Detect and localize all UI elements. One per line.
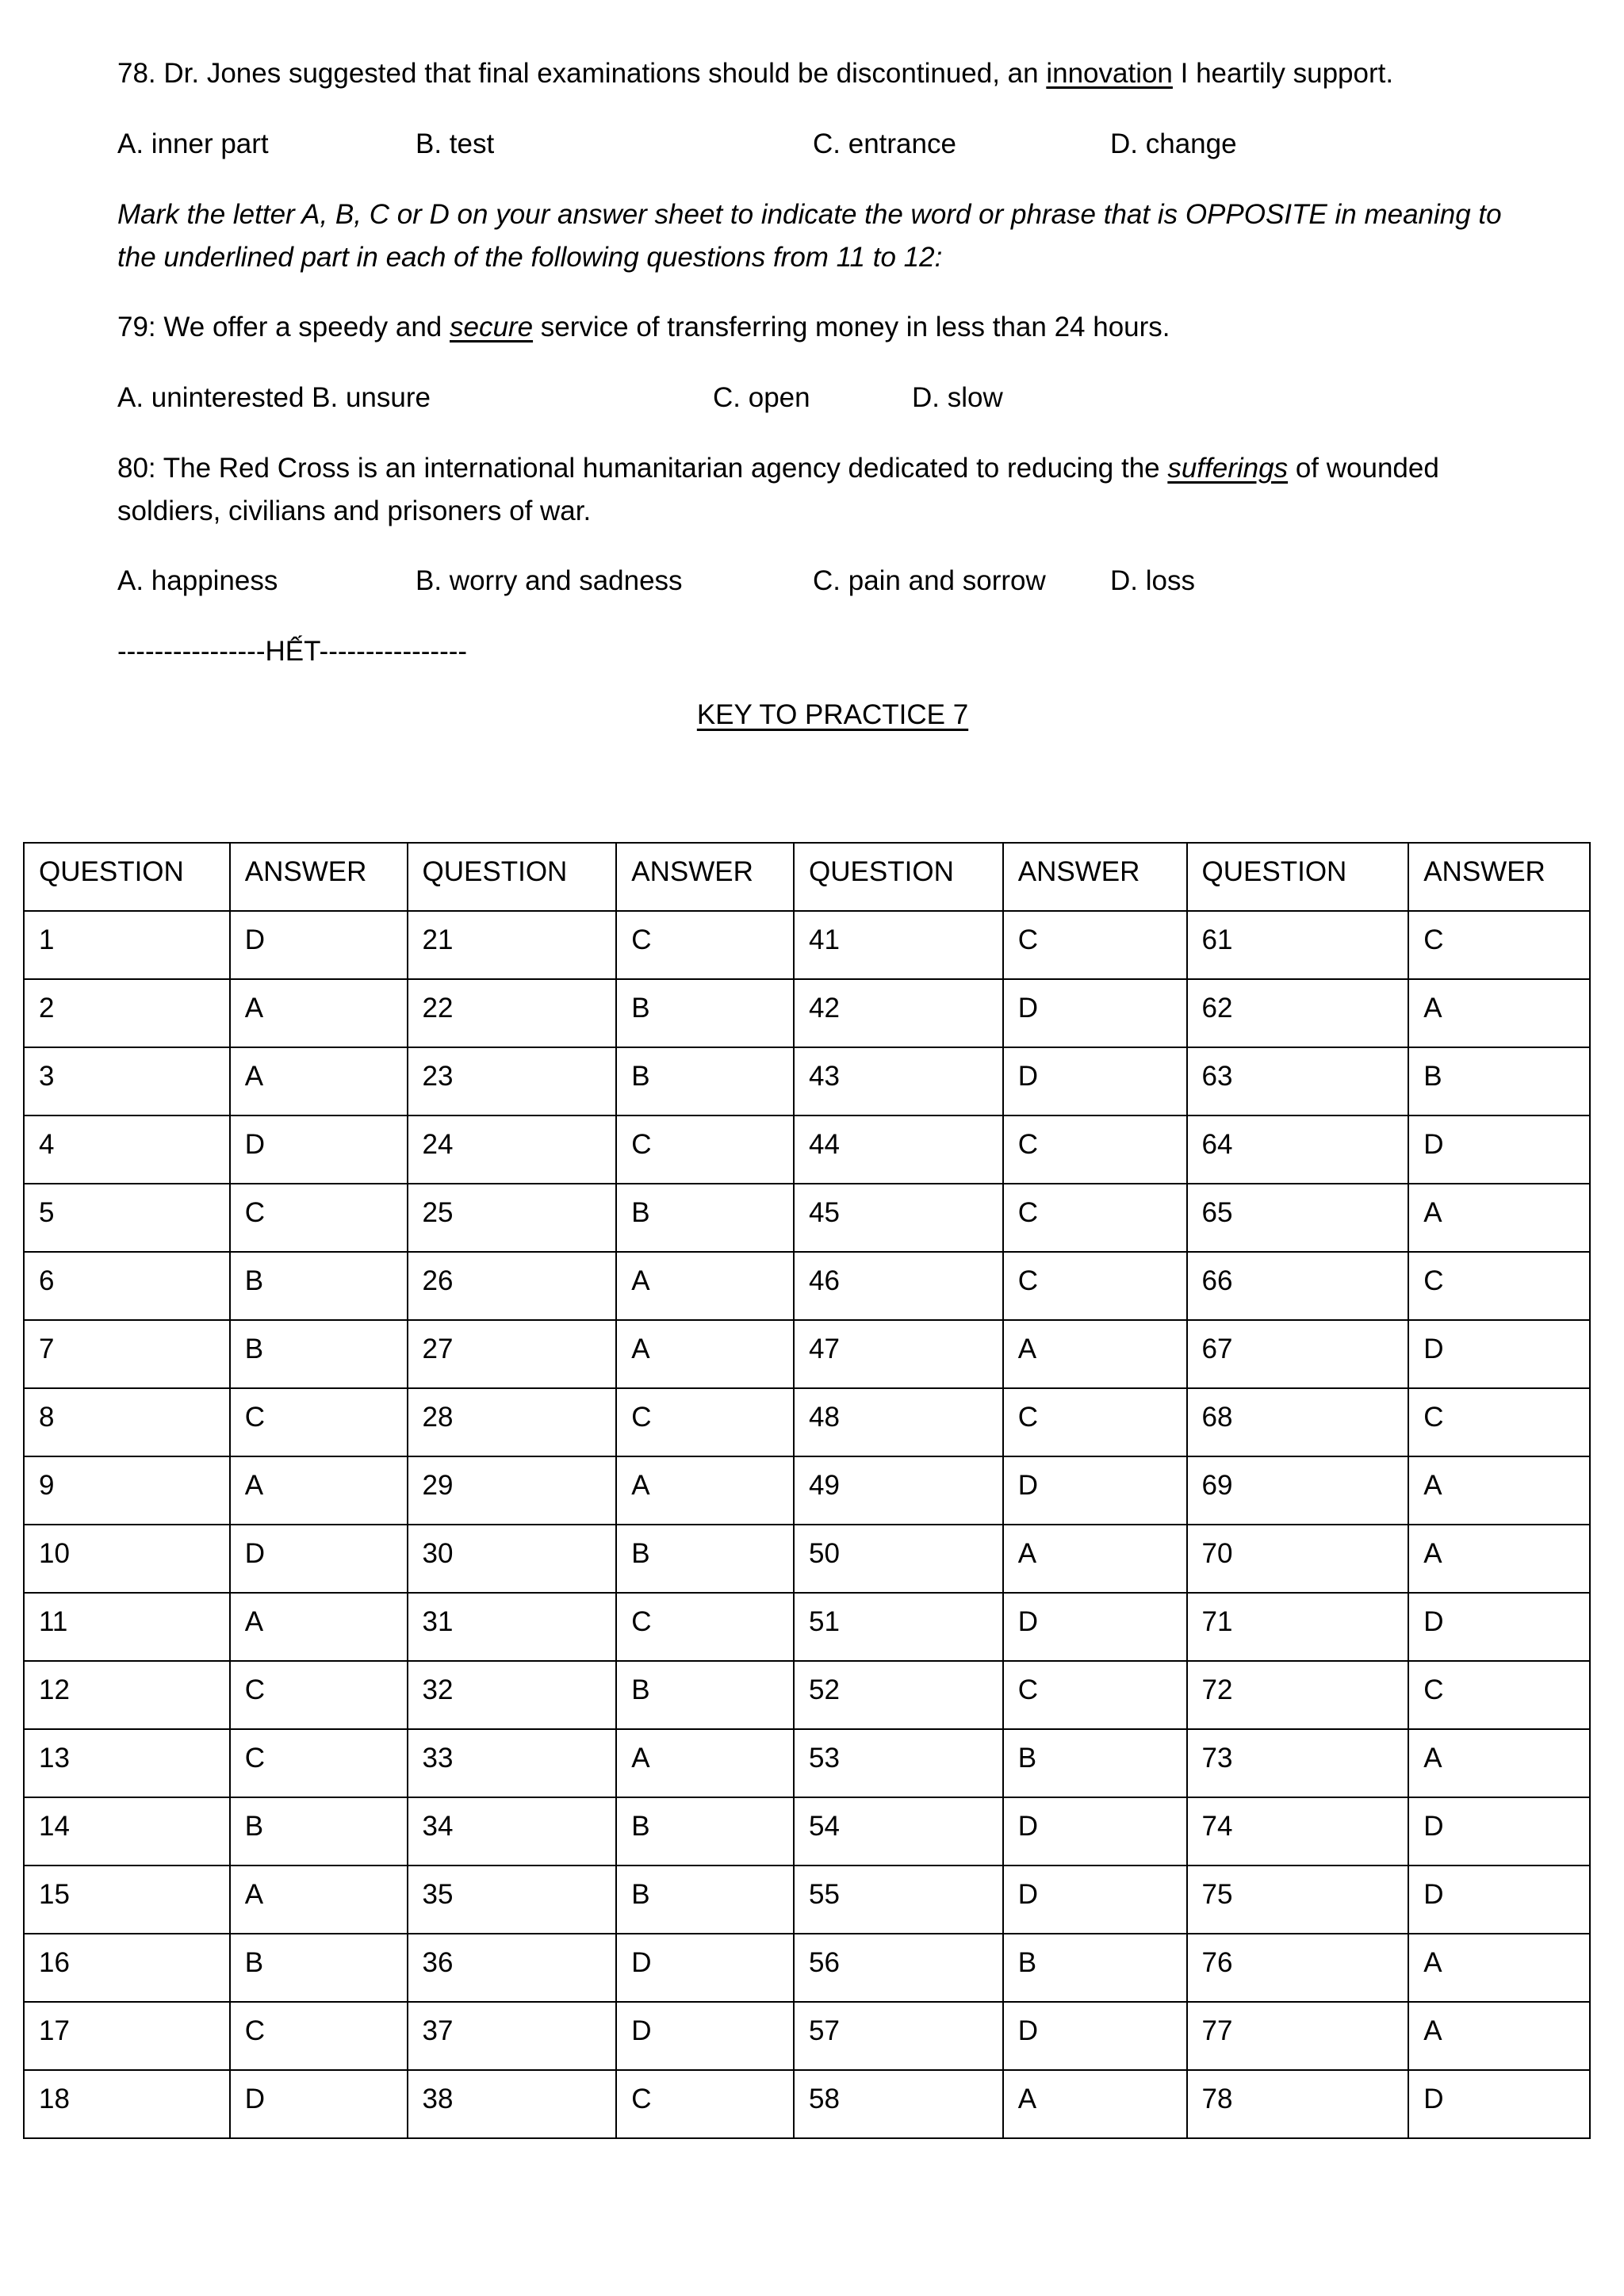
table-row (24, 1797, 1590, 1866)
question-number-cell: 30 (408, 1525, 617, 1593)
header-answer: ANSWER (1408, 843, 1590, 911)
table-row (24, 1252, 1590, 1320)
question-number-cell: 73 (1187, 1729, 1409, 1797)
answer-cell: A (230, 1593, 408, 1661)
q78-option-a: A. inner part (117, 128, 269, 159)
question-number-cell: 32 (408, 1661, 617, 1729)
q78-text-before: 78. Dr. Jones suggested that final examinations should be discontinued, an (117, 58, 1047, 89)
question-number-cell: 54 (794, 1797, 1003, 1866)
answer-cell: D (1003, 1047, 1187, 1115)
answer-key-table (23, 842, 1591, 2139)
question-number-cell: 6 (24, 1252, 230, 1320)
end-marker: ----------------HẾT---------------- (117, 636, 468, 667)
header-answer: ANSWER (616, 843, 794, 911)
question-number-cell: 68 (1187, 1388, 1409, 1456)
q79-text-after: service of transferring money in less than 24 hours. (533, 312, 1170, 342)
answer-cell: C (616, 911, 794, 979)
question-number-cell: 29 (408, 1456, 617, 1525)
answer-cell: C (1408, 1388, 1590, 1456)
answer-cell: D (230, 1525, 408, 1593)
answer-cell: D (1408, 1866, 1590, 1934)
answer-cell: A (1408, 1934, 1590, 2002)
answer-cell: A (1003, 1525, 1187, 1593)
answer-cell: B (616, 1047, 794, 1115)
answer-cell: C (616, 1388, 794, 1456)
question-number-cell: 37 (408, 2002, 617, 2070)
table-row (24, 911, 1590, 979)
question-number-cell: 70 (1187, 1525, 1409, 1593)
answer-cell: C (230, 1729, 408, 1797)
answer-cell: D (1408, 1320, 1590, 1388)
question-number-cell: 35 (408, 1866, 617, 1934)
q79-text-before: 79: We offer a speedy and (117, 312, 450, 342)
q80-option-a: A. happiness (117, 565, 278, 596)
question-number-cell: 21 (408, 911, 617, 979)
answer-cell: A (616, 1456, 794, 1525)
question-number-cell: 5 (24, 1184, 230, 1252)
question-number-cell: 46 (794, 1252, 1003, 1320)
question-number-cell: 28 (408, 1388, 617, 1456)
question-number-cell: 7 (24, 1320, 230, 1388)
answer-cell: D (1003, 1866, 1187, 1934)
header-question: QUESTION (794, 843, 1003, 911)
answer-cell: A (1408, 979, 1590, 1047)
table-row (24, 979, 1590, 1047)
answer-cell: A (1408, 1525, 1590, 1593)
table-row (24, 2002, 1590, 2070)
table-row (24, 1115, 1590, 1184)
answer-cell: D (230, 911, 408, 979)
question-number-cell: 26 (408, 1252, 617, 1320)
question-number-cell: 48 (794, 1388, 1003, 1456)
question-78 (117, 52, 1393, 95)
answer-cell: C (616, 1115, 794, 1184)
question-number-cell: 49 (794, 1456, 1003, 1525)
answer-cell: C (1408, 911, 1590, 979)
q79-underlined-word: secure (450, 312, 534, 342)
answer-cell: A (1408, 2002, 1590, 2070)
question-number-cell: 50 (794, 1525, 1003, 1593)
header-question: QUESTION (24, 843, 230, 911)
question-number-cell: 41 (794, 911, 1003, 979)
answer-cell: C (616, 1593, 794, 1661)
q78-option-d: D. change (1110, 128, 1237, 159)
q80-text-after: of wounded soldiers, civilians and prisoners of war. (117, 453, 1439, 526)
answer-cell: A (1408, 1729, 1590, 1797)
question-79 (117, 306, 1170, 349)
answer-cell: A (1003, 1320, 1187, 1388)
question-number-cell: 51 (794, 1593, 1003, 1661)
answer-cell: D (1408, 1593, 1590, 1661)
question-number-cell: 22 (408, 979, 617, 1047)
question-number-cell: 78 (1187, 2070, 1409, 2138)
table-row (24, 1456, 1590, 1525)
answer-cell: D (1003, 2002, 1187, 2070)
answer-cell: C (1408, 1661, 1590, 1729)
answer-cell: C (1408, 1252, 1590, 1320)
answer-cell: B (616, 979, 794, 1047)
question-number-cell: 3 (24, 1047, 230, 1115)
q79-option-c: C. open (713, 382, 810, 413)
q78-option-b: B. test (416, 128, 495, 159)
question-number-cell: 72 (1187, 1661, 1409, 1729)
answer-cell: D (616, 2002, 794, 2070)
table-row (24, 1729, 1590, 1797)
question-number-cell: 44 (794, 1115, 1003, 1184)
question-number-cell: 1 (24, 911, 230, 979)
answer-cell: D (230, 2070, 408, 2138)
answer-cell: D (230, 1115, 408, 1184)
answer-cell: B (616, 1525, 794, 1593)
answer-cell: B (616, 1797, 794, 1866)
q80-option-d: D. loss (1110, 565, 1195, 596)
question-number-cell: 43 (794, 1047, 1003, 1115)
table-row (24, 1320, 1590, 1388)
question-number-cell: 24 (408, 1115, 617, 1184)
instruction: Mark the letter A, B, C or D on your answer sheet to indicate the word or phrase that is OPPOSITE in meaning to the underlined part in each of the following questions from 11 to 12: (117, 199, 1502, 273)
answer-cell: A (1003, 2070, 1187, 2138)
question-number-cell: 45 (794, 1184, 1003, 1252)
question-number-cell: 69 (1187, 1456, 1409, 1525)
question-number-cell: 8 (24, 1388, 230, 1456)
question-number-cell: 31 (408, 1593, 617, 1661)
question-number-cell: 15 (24, 1866, 230, 1934)
table-header-row (24, 843, 1590, 911)
q80-underlined-word: sufferings (1167, 453, 1289, 484)
answer-cell: A (616, 1252, 794, 1320)
q80-option-b: B. worry and sadness (416, 565, 683, 596)
answer-cell: D (1408, 1115, 1590, 1184)
table-row (24, 2070, 1590, 2138)
question-number-cell: 75 (1187, 1866, 1409, 1934)
question-number-cell: 67 (1187, 1320, 1409, 1388)
question-number-cell: 14 (24, 1797, 230, 1866)
question-number-cell: 36 (408, 1934, 617, 2002)
question-number-cell: 17 (24, 2002, 230, 2070)
question-number-cell: 64 (1187, 1115, 1409, 1184)
question-number-cell: 23 (408, 1047, 617, 1115)
q78-option-c: C. entrance (813, 128, 956, 159)
question-number-cell: 12 (24, 1661, 230, 1729)
table-row (24, 1934, 1590, 2002)
question-number-cell: 13 (24, 1729, 230, 1797)
answer-cell: A (616, 1320, 794, 1388)
answer-cell: B (230, 1797, 408, 1866)
answer-cell: A (616, 1729, 794, 1797)
question-number-cell: 38 (408, 2070, 617, 2138)
answer-cell: C (1003, 1115, 1187, 1184)
question-number-cell: 58 (794, 2070, 1003, 2138)
answer-cell: A (230, 1047, 408, 1115)
header-answer: ANSWER (1003, 843, 1187, 911)
question-number-cell: 55 (794, 1866, 1003, 1934)
answer-cell: C (230, 1184, 408, 1252)
question-number-cell: 62 (1187, 979, 1409, 1047)
answer-cell: B (230, 1320, 408, 1388)
question-number-cell: 11 (24, 1593, 230, 1661)
answer-cell: B (1003, 1934, 1187, 2002)
question-number-cell: 4 (24, 1115, 230, 1184)
header-answer: ANSWER (230, 843, 408, 911)
question-number-cell: 56 (794, 1934, 1003, 2002)
question-number-cell: 57 (794, 2002, 1003, 2070)
answer-cell: D (1003, 1593, 1187, 1661)
question-number-cell: 76 (1187, 1934, 1409, 2002)
table-row (24, 1661, 1590, 1729)
q79-option-d: D. slow (912, 382, 1003, 413)
table-row (24, 1593, 1590, 1661)
q78-underlined-word: innovation (1046, 58, 1173, 89)
answer-cell: D (1003, 1797, 1187, 1866)
answer-cell: C (1003, 1252, 1187, 1320)
question-number-cell: 10 (24, 1525, 230, 1593)
question-number-cell: 65 (1187, 1184, 1409, 1252)
answer-cell: D (616, 1934, 794, 2002)
answer-cell: C (230, 1661, 408, 1729)
q80-option-c: C. pain and sorrow (813, 565, 1046, 596)
answer-cell: D (1408, 1797, 1590, 1866)
table-row (24, 1866, 1590, 1934)
question-number-cell: 34 (408, 1797, 617, 1866)
question-80 (117, 447, 1545, 533)
q78-text-after: I heartily support. (1172, 58, 1394, 89)
table-row (24, 1525, 1590, 1593)
question-number-cell: 74 (1187, 1797, 1409, 1866)
question-number-cell: 63 (1187, 1047, 1409, 1115)
question-number-cell: 47 (794, 1320, 1003, 1388)
question-number-cell: 52 (794, 1661, 1003, 1729)
question-number-cell: 16 (24, 1934, 230, 2002)
table-row (24, 1184, 1590, 1252)
answer-cell: B (616, 1661, 794, 1729)
answer-cell: B (616, 1184, 794, 1252)
answer-cell: C (1003, 1661, 1187, 1729)
answer-cell: C (616, 2070, 794, 2138)
table-row (24, 1388, 1590, 1456)
answer-cell: D (1408, 2070, 1590, 2138)
answer-cell: C (230, 2002, 408, 2070)
answer-cell: C (1003, 911, 1187, 979)
answer-cell: C (1003, 1388, 1187, 1456)
key-title: KEY TO PRACTICE 7 (696, 699, 969, 730)
question-number-cell: 9 (24, 1456, 230, 1525)
question-number-cell: 25 (408, 1184, 617, 1252)
answer-cell: D (1003, 1456, 1187, 1525)
answer-cell: B (230, 1252, 408, 1320)
q80-text-before: 80: The Red Cross is an international humanitarian agency dedicated to reducing the (117, 453, 1168, 484)
question-number-cell: 18 (24, 2070, 230, 2138)
answer-cell: C (1003, 1184, 1187, 1252)
answer-cell: D (1003, 979, 1187, 1047)
question-number-cell: 42 (794, 979, 1003, 1047)
header-question: QUESTION (1187, 843, 1409, 911)
table-row (24, 1047, 1590, 1115)
question-number-cell: 66 (1187, 1252, 1409, 1320)
answer-cell: B (230, 1934, 408, 2002)
answer-cell: A (1408, 1456, 1590, 1525)
answer-cell: B (1408, 1047, 1590, 1115)
question-number-cell: 27 (408, 1320, 617, 1388)
question-number-cell: 71 (1187, 1593, 1409, 1661)
header-question: QUESTION (408, 843, 617, 911)
answer-cell: A (230, 979, 408, 1047)
q79-option-ab: A. uninterested B. unsure (117, 382, 431, 413)
answer-cell: B (616, 1866, 794, 1934)
answer-cell: A (230, 1456, 408, 1525)
answer-cell: C (230, 1388, 408, 1456)
answer-cell: B (1003, 1729, 1187, 1797)
question-number-cell: 33 (408, 1729, 617, 1797)
answer-cell: A (1408, 1184, 1590, 1252)
answer-cell: A (230, 1866, 408, 1934)
question-number-cell: 61 (1187, 911, 1409, 979)
question-number-cell: 53 (794, 1729, 1003, 1797)
question-number-cell: 2 (24, 979, 230, 1047)
question-number-cell: 77 (1187, 2002, 1409, 2070)
